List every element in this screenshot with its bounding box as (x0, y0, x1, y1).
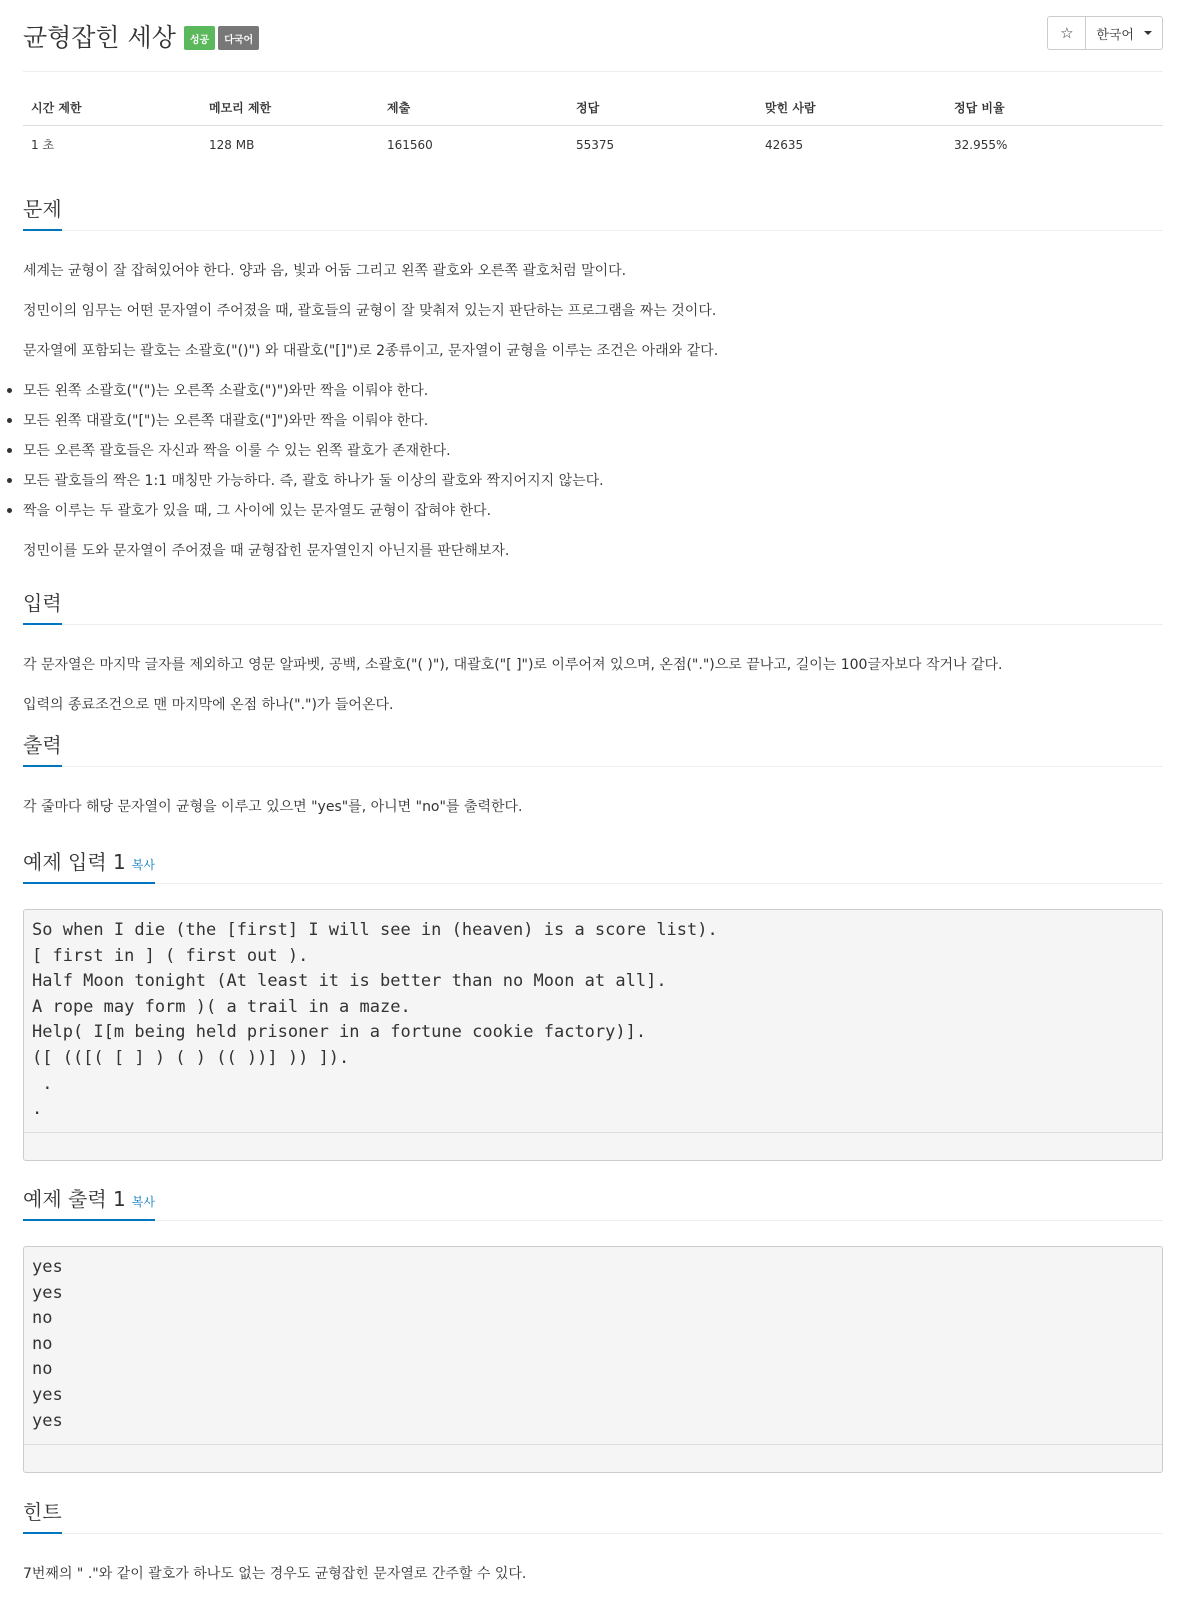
section-title-output: 출력 (23, 729, 62, 767)
stats-value-submissions: 161560 (387, 137, 433, 152)
copy-sample-output-button[interactable]: 복사 (131, 1195, 155, 1209)
output-paragraph: 각 줄마다 해당 문자열이 균형을 이루고 있으면 "yes"를, 아니면 "no"를 출력한다. (23, 799, 523, 815)
section-title-sample-output (23, 1183, 155, 1221)
section-header (23, 1496, 1163, 1534)
section-header (23, 1183, 1163, 1221)
language-dropdown[interactable] (1086, 17, 1162, 49)
balance-rules-list (23, 381, 604, 531)
section-header (23, 587, 1163, 625)
section-title-input: 입력 (23, 587, 62, 625)
problem-paragraph: 정민이를 도와 문자열이 주어졌을 때 균형잡힌 문자열인지 아닌지를 판단해보자. (23, 543, 510, 559)
title-row (23, 0, 1163, 72)
sample-input-block (23, 909, 1163, 1161)
problem-description-section (23, 193, 1163, 559)
input-paragraph: 입력의 종료조건으로 맨 마지막에 온점 하나(".")가 들어온다. (23, 697, 394, 713)
list-item: 모든 오른쪽 괄호들은 자신과 짝을 이룰 수 있는 왼쪽 괄호가 존재한다. (23, 441, 604, 471)
output-section (23, 729, 1163, 815)
stats-header-submissions: 제출 (379, 90, 568, 126)
sample-input-text: So when I die (the [first] I will see in (heaven) is a score list). [ first in ] ( first out ). Half Moon tonight (At least it is better than no Moon at all]. A rope may form )( a trail in a maze. Help( I[m being held prisoner in a fortune cookie factory)]. ([ (([( [ ] ) ( ) (( ))] )) ]). . . (32, 920, 718, 1120)
stats-header-accepted: 정답 (568, 90, 757, 126)
hint-section (23, 1496, 1163, 1582)
problem-page (23, 0, 1163, 1582)
stats-value-solved-users: 42635 (765, 137, 804, 152)
hint-paragraph: 7번째의 " ."와 같이 괄호가 하나도 없는 경우도 균형잡힌 문자열로 간주할 수 있다. (23, 1566, 527, 1582)
section-header (23, 846, 1163, 884)
stats-value-accept-ratio: 32.955% (954, 137, 1008, 152)
list-item: 모든 왼쪽 대괄호("[")는 오른쪽 대괄호("]")와만 짝을 이뤄야 한다. (23, 411, 604, 441)
section-title-hint: 힌트 (23, 1496, 62, 1534)
sample-output-text: yes yes no no no yes yes (32, 1257, 63, 1431)
list-item: 모든 왼쪽 소괄호("(")는 오른쪽 소괄호(")")와만 짝을 이뤄야 한다. (23, 381, 604, 411)
multilang-badge: 다국어 (218, 26, 259, 50)
stats-value-time-limit: 1 초 (31, 138, 55, 152)
section-header (23, 193, 1163, 231)
copy-sample-input-button[interactable]: 복사 (131, 858, 155, 872)
stats-header-memory-limit: 메모리 제한 (201, 90, 379, 126)
stats-header-time-limit: 시간 제한 (23, 90, 201, 126)
toolbar-buttons (1047, 16, 1163, 50)
sample-input-section (23, 846, 1163, 884)
sample-output-block (23, 1246, 1163, 1473)
problem-stats-table (23, 90, 1163, 163)
language-label: 한국어 (1096, 27, 1134, 43)
stats-value-memory-limit: 128 MB (209, 137, 255, 152)
problem-title-text: 균형잡힌 세상 (23, 23, 176, 52)
sample-output-section (23, 1183, 1163, 1221)
stats-header-accept-ratio: 정답 비율 (946, 90, 1163, 126)
star-button[interactable] (1048, 17, 1086, 49)
input-section (23, 587, 1163, 713)
chevron-down-icon (1144, 31, 1152, 35)
section-title-sample-input (23, 846, 155, 884)
problem-paragraph: 정민이의 임무는 어떤 문자열이 주어졌을 때, 괄호들의 균형이 잘 맞춰져 있는지 판단하는 프로그램을 짜는 것이다. (23, 303, 717, 319)
input-paragraph: 각 문자열은 마지막 글자를 제외하고 영문 알파벳, 공백, 소괄호("( )"), 대괄호("[ ]")로 이루어져 있으며, 온점(".")으로 끝나고, 길이는 100글자보다 작거나 같다. (23, 657, 1003, 673)
sample-output-heading: 예제 출력 1 (23, 1187, 126, 1211)
problem-paragraph: 문자열에 포함되는 괄호는 소괄호("()") 와 대괄호("[]")로 2종류이고, 문자열이 균형을 이루는 조건은 아래와 같다. (23, 343, 719, 359)
success-badge: 성공 (184, 26, 215, 50)
list-item: 짝을 이루는 두 괄호가 있을 때, 그 사이에 있는 문자열도 균형이 잡혀야 한다. (23, 501, 604, 531)
list-item: 모든 괄호들의 짝은 1:1 매칭만 가능하다. 즉, 괄호 하나가 둘 이상의 괄호와 짝지어지지 않는다. (23, 471, 604, 501)
stats-header-solved-users: 맞힌 사람 (757, 90, 946, 126)
problem-paragraph: 세계는 균형이 잘 잡혀있어야 한다. 양과 음, 빛과 어둠 그리고 왼쪽 괄호와 오른쪽 괄호처럼 말이다. (23, 263, 627, 279)
stats-value-row (23, 126, 1163, 164)
section-header (23, 729, 1163, 767)
star-icon: ☆ (1060, 24, 1074, 42)
section-title-problem: 문제 (23, 193, 62, 231)
sample-block-footer (24, 1132, 1162, 1160)
stats-value-accepted: 55375 (576, 137, 615, 152)
sample-input-heading: 예제 입력 1 (23, 850, 126, 874)
stats-header-row (23, 90, 1163, 126)
sample-block-footer (24, 1444, 1162, 1472)
problem-title (23, 18, 259, 54)
